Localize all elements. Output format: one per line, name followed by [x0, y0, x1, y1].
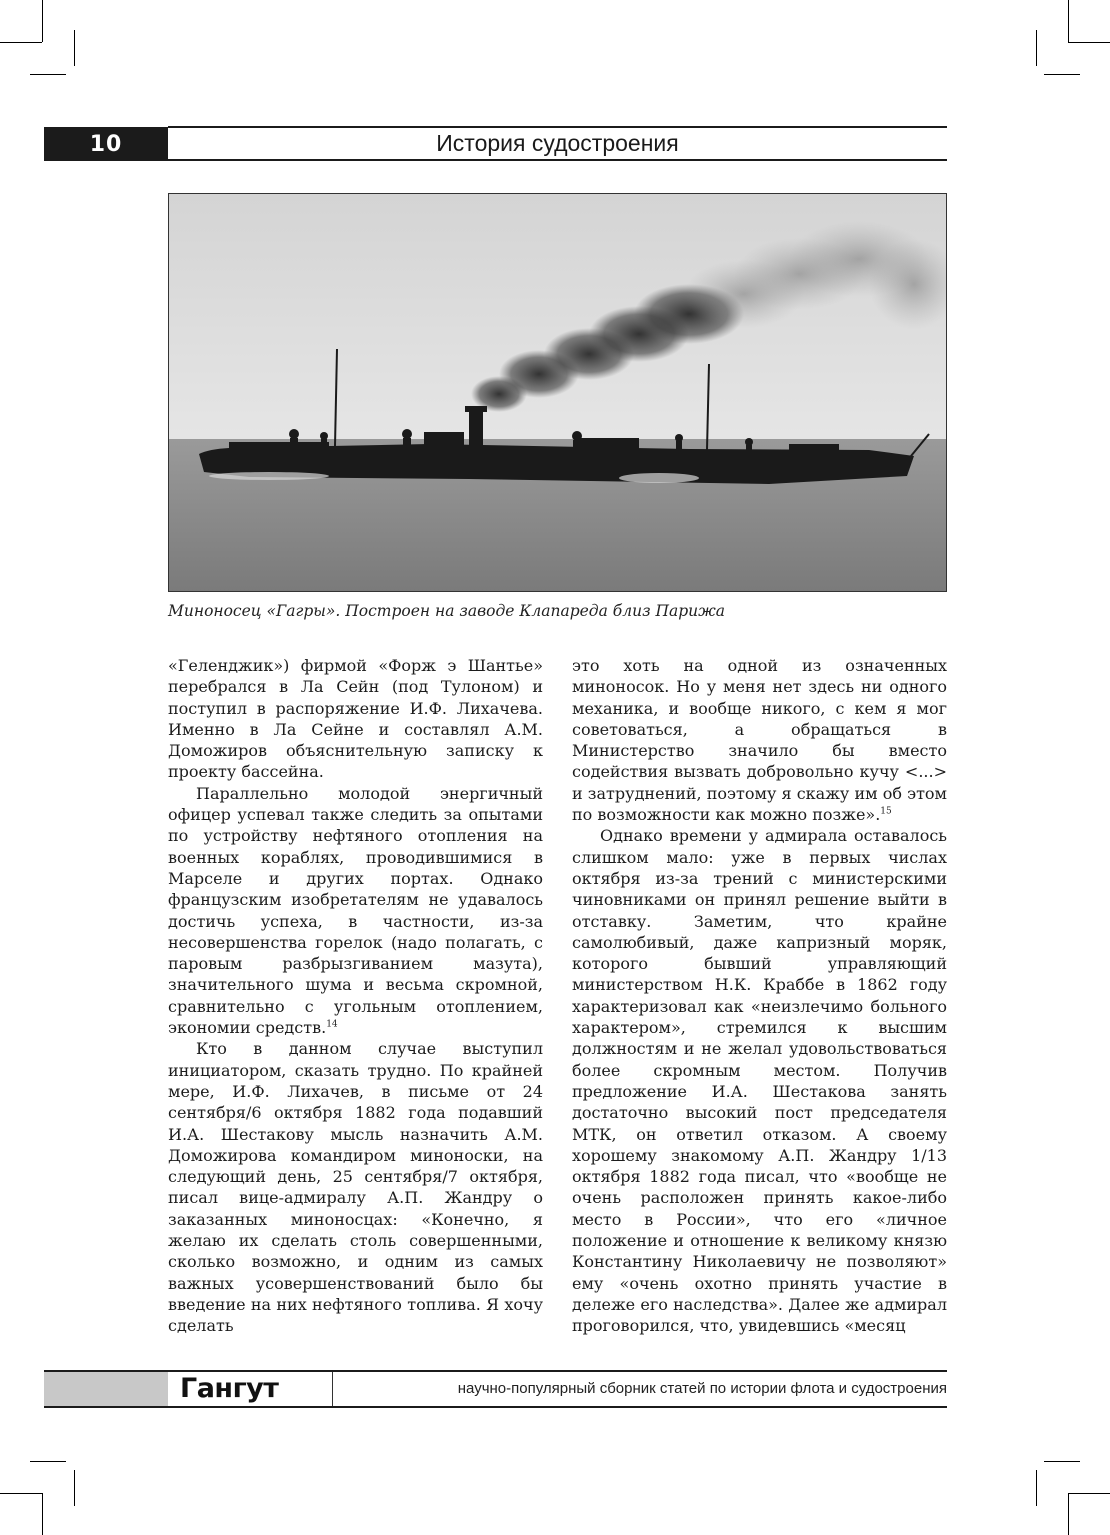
crop-mark: [74, 1470, 75, 1506]
paragraph: Параллельно молодой энергичный офицер успевал также следить за опытами по устройству нефтяного отопления на военных кораблях, проводившимися в Марселе и других портах. Однако французским изобретателям не удавалось достичь успеха, в частности, из-за несовершенства горелок (надо полагать, с паровым разбрызгиванием мазута), значительного шума и весьма скромной, сравнительно с угольным отоплением, экономии средств.$^{14}$: [168, 783, 543, 1038]
ship-photograph: [168, 193, 947, 592]
crop-mark: [74, 30, 75, 66]
crop-mark: [0, 42, 42, 43]
crop-mark: [1036, 1470, 1037, 1506]
crop-mark: [1068, 0, 1069, 42]
journal-logo: Гангут: [180, 1373, 279, 1404]
paragraph: Однако времени у адмирала оставалось слишком мало: уже в первых числах октября из-за трений с министерскими чиновниками он принял решение выйти в отставку. Заметим, что крайне самолюбивый, даже капризный моряк, которого бывший управляющий министерством Н.К. Краббе в 1862 году характеризовал как «неизлечимо больного характером», стремился к высшим должностям и не желал удовольствоваться более скромным местом. Получив предложение И.А. Шестакова занять достаточно высокий пост председателя МТК, он ответил отказом. А своему хорошему знакомому А.П. Жандру 1/13 октября 1882 года писал, что «вообще не очень расположен принять какое-либо место в России», что его «личное положение и отношение к великому князю Константину Николаевичу не позволяют» ему «очень охотно принять участие в дележе его наследства». Далее же адмирал проговорился, что, увидевшись «месяц: [572, 826, 947, 1336]
crop-mark: [42, 0, 43, 42]
crop-mark: [1044, 74, 1080, 75]
paragraph: «Геленджик») фирмой «Форж э Шантье» перебрался в Ла Сейн (под Тулоном) и поступил в распоряжение И.Ф. Лихачева. Именно в Ла Сейне и составлял А.М. Доможиров объяснительную записку к проекту бассейна.: [168, 656, 543, 782]
crop-mark: [1036, 30, 1037, 66]
section-title: История судостроения: [436, 130, 679, 156]
text-column-right: [572, 655, 947, 1337]
photo-caption: Миноносец «Гагры». Построен на заводе Клапареда близ Парижа: [168, 602, 726, 620]
page-number: 10: [44, 127, 168, 161]
crop-mark: [1044, 1461, 1080, 1462]
crop-mark: [1068, 1493, 1110, 1494]
text-column-left: [168, 655, 543, 1337]
footnote-marker: 15: [880, 806, 892, 817]
crop-mark: [42, 1493, 43, 1535]
journal-tagline: научно-популярный сборник статей по истории флота и судостроения: [457, 1380, 947, 1397]
footnote-marker: 14: [326, 1019, 338, 1030]
footer-divider: [332, 1372, 333, 1406]
crop-mark: [1068, 1493, 1069, 1535]
crop-mark: [1068, 42, 1110, 43]
paragraph: это хоть на одной из означенных миноносок. Но у меня нет здесь ни одного механика, и вообще никого, с кем я мог советоваться, а обращаться в Министерство значило бы вместо содействия вызвать добровольно кучу <...> и затруднений, поэтому я скажу им об этом по возможности как можно позже».$^{15}$: [572, 656, 947, 825]
crop-mark: [30, 74, 66, 75]
torpedo-boat-illustration: [169, 194, 947, 592]
crop-mark: [0, 1493, 42, 1494]
header-rule: [168, 159, 947, 161]
crop-mark: [30, 1461, 66, 1462]
footer-accent-block: [44, 1371, 168, 1407]
paragraph: Кто в данном случае выступил инициатором, сказать трудно. По крайней мере, И.Ф. Лихачев, в письме от 24 сентября/6 октября 1882 года подавший И.А. Шестакову мысль назначить А.М. Доможирова командиром миноноски, на следующий день, 25 сентября/7 октября, писал вице-адмиралу А.П. Жандру о заказанных миноносцах: «Конечно, я желаю их сделать столь совершенными, сколько возможно, и одним из самых важных усовершенствований было бы введение на них нефтяного топлива. Я хочу сделать: [168, 1039, 543, 1336]
